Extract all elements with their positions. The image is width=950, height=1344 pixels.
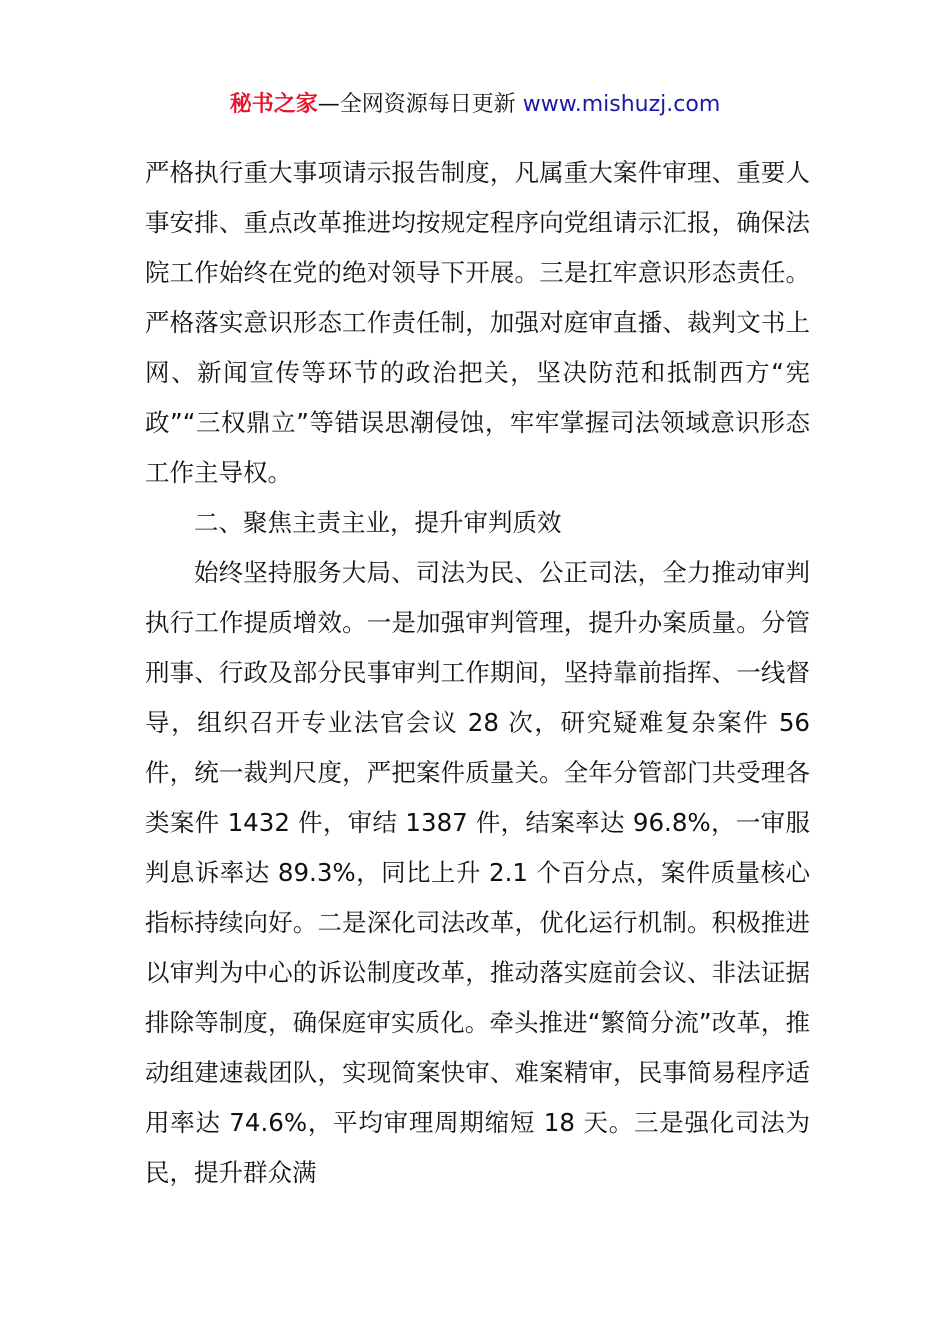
paragraph-continuation: 严格执行重大事项请示报告制度，凡属重大案件审理、重要人事安排、重点改革推进均按规定程序向党组请示汇报，确保法院工作始终在党的绝对领导下开展。三是扛牢意识形态责任。严格落实意识形态工作责任制，加强对庭审直播、裁判文书上网、新闻宣传等环节的政治把关，坚决防范和抵制西方“宪政”“三权鼎立”等错误思潮侵蚀，牢牢掌握司法领域意识形态工作主导权。	[145, 158, 810, 487]
site-url-link[interactable]: www.mishuzj.com	[522, 92, 721, 117]
site-brand: 秘书之家	[229, 92, 318, 117]
site-tagline: —全网资源每日更新	[317, 92, 516, 117]
document-body	[145, 148, 810, 1198]
site-header	[0, 88, 950, 122]
paragraph-body: 始终坚持服务大局、司法为民、公正司法，全力推动审判执行工作提质增效。一是加强审判管理，提升办案质量。分管刑事、行政及部分民事审判工作期间，坚持靠前指挥、一线督导，组织召开专业法官会议 28 次，研究疑难复杂案件 56 件，统一裁判尺度，严把案件质量关。全年分管部门共受理各类案件 1432 件，审结 1387 件，结案率达 96.8%，一审服判息诉率达 89.3%，同比上升 2.1 个百分点，案件质量核心指标持续向好。二是深化司法改革，优化运行机制。积极推进以审判为中心的诉讼制度改革，推动落实庭前会议、非法证据排除等制度，确保庭审实质化。牵头推进“繁简分流”改革，推动组建速裁团队，实现简案快审、难案精审，民事简易程序适用率达 74.6%，平均审理周期缩短 18 天。三是强化司法为民，提升群众满	[145, 558, 810, 1187]
section-heading: 二、聚焦主责主业，提升审判质效	[194, 508, 562, 537]
